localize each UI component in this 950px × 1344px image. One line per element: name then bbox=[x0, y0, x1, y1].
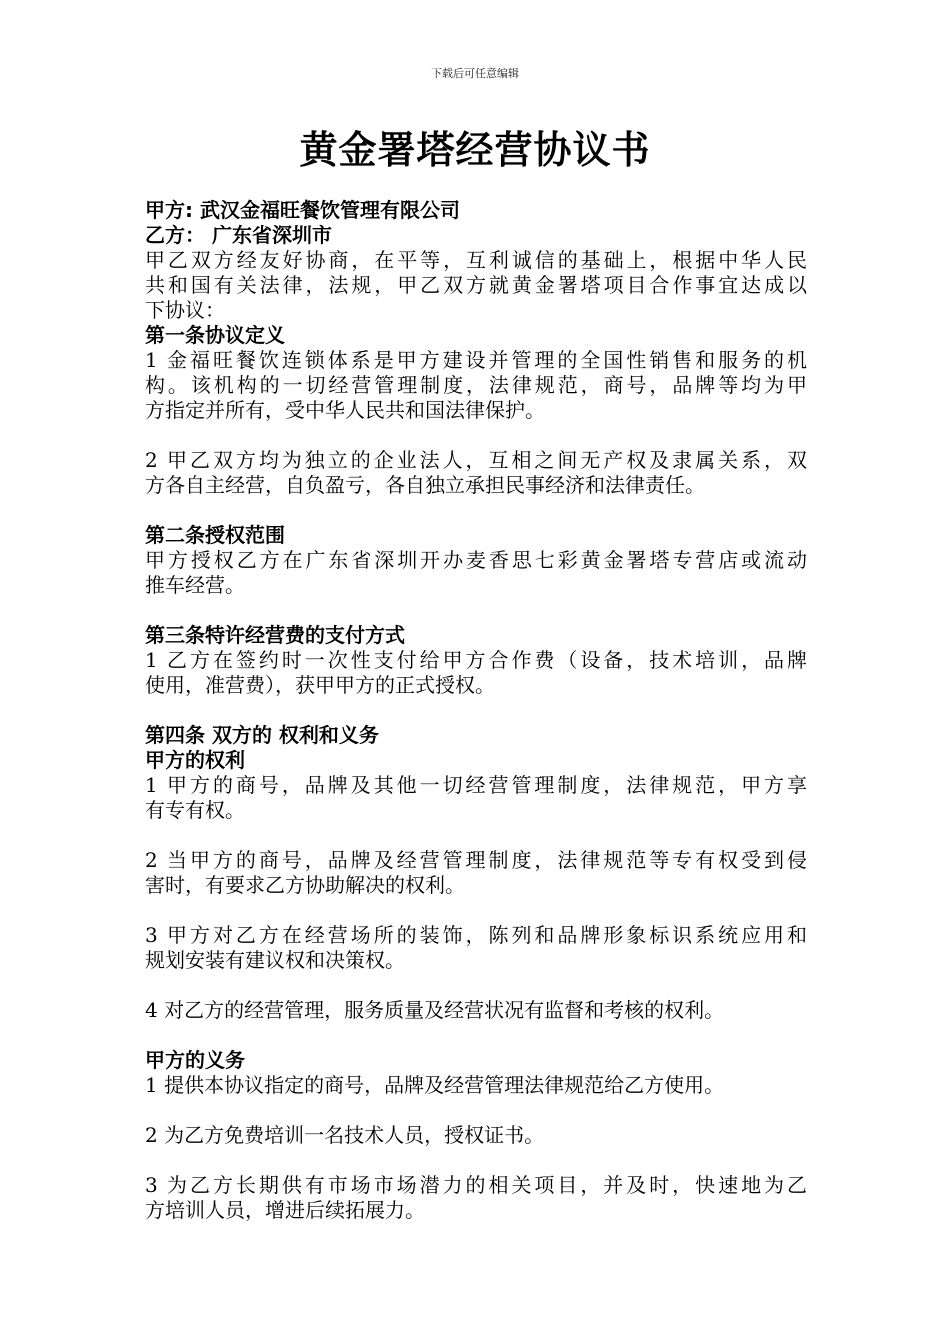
party-a-rights-heading: 甲方的权利 bbox=[145, 748, 245, 772]
party-a: 甲方: 武汉金福旺餐饮管理有限公司 bbox=[145, 198, 460, 222]
paragraph-line: 方各自主经营，自负盈亏，各自独立承担民事经济和法律责任。 bbox=[145, 473, 705, 497]
article1-item1 bbox=[145, 348, 807, 423]
paragraph-line: 2 甲乙双方均为独立的企业法人，互相之间无产权及隶属关系，双 bbox=[145, 448, 807, 472]
article1-item2 bbox=[145, 448, 807, 498]
party-b: 乙方： 广东省深圳市 bbox=[145, 223, 332, 247]
intro-line: 共和国有关法律，法规，甲乙双方就黄金署塔项目合作事宜达成以 bbox=[145, 273, 807, 297]
blank-line bbox=[145, 1098, 807, 1123]
paragraph-line: 构。该机构的一切经营管理制度，法律规范，商号，品牌等均为甲 bbox=[145, 373, 807, 397]
article1-heading: 第一条协议定义 bbox=[145, 323, 285, 347]
duties-item3 bbox=[145, 1173, 807, 1223]
paragraph-line: 方指定并所有，受中华人民共和国法律保护。 bbox=[145, 398, 545, 422]
rights-item3 bbox=[145, 923, 807, 973]
paragraph-line: 2 当甲方的商号，品牌及经营管理制度，法律规范等专有权受到侵 bbox=[145, 848, 807, 872]
blank-line bbox=[145, 498, 807, 523]
blank-line bbox=[145, 698, 807, 723]
rights-item2 bbox=[145, 848, 807, 898]
paragraph-line: 1 甲方的商号，品牌及其他一切经营管理制度，法律规范，甲方享 bbox=[145, 773, 807, 797]
document-body bbox=[145, 198, 807, 1223]
paragraph-line: 方培训人员，增进后续拓展力。 bbox=[145, 1198, 425, 1222]
article3-heading: 第三条特许经营费的支付方式 bbox=[145, 623, 405, 647]
paragraph-line: 使用，准营费），获甲甲方的正式授权。 bbox=[145, 673, 495, 697]
intro-line: 下协议： bbox=[145, 298, 225, 322]
blank-line bbox=[145, 1148, 807, 1173]
article4-heading: 第四条 双方的 权利和义务 bbox=[145, 723, 379, 747]
blank-line bbox=[145, 973, 807, 998]
paragraph-line: 1 乙方在签约时一次性支付给甲方合作费（设备，技术培训，品牌 bbox=[145, 648, 807, 672]
paragraph-line: 3 为乙方长期供有市场市场潜力的相关项目，并及时，快速地为乙 bbox=[145, 1173, 807, 1197]
paragraph-line: 规划安装有建议权和决策权。 bbox=[145, 948, 405, 972]
blank-line bbox=[145, 423, 807, 448]
paragraph-line: 推车经营。 bbox=[145, 573, 245, 597]
blank-line bbox=[145, 1023, 807, 1048]
article2-heading: 第二条授权范围 bbox=[145, 523, 285, 547]
article2-body bbox=[145, 548, 807, 598]
intro-paragraph bbox=[145, 248, 807, 323]
paragraph-line: 1 金福旺餐饮连锁体系是甲方建设并管理的全国性销售和服务的机 bbox=[145, 348, 807, 372]
duties-item1: 1 提供本协议指定的商号，品牌及经营管理法律规范给乙方使用。 bbox=[145, 1073, 725, 1097]
paragraph-line: 有专有权。 bbox=[145, 798, 245, 822]
paragraph-line: 害时，有要求乙方协助解决的权利。 bbox=[145, 873, 465, 897]
party-a-duties-heading: 甲方的义务 bbox=[145, 1048, 245, 1072]
intro-line: 甲乙双方经友好协商，在平等，互利诚信的基础上，根据中华人民 bbox=[145, 248, 807, 272]
duties-item2: 2 为乙方免费培训一名技术人员，授权证书。 bbox=[145, 1123, 545, 1147]
document-title: 黄金署塔经营协议书 bbox=[299, 128, 651, 172]
rights-item1 bbox=[145, 773, 807, 823]
blank-line bbox=[145, 598, 807, 623]
paragraph-line: 甲方授权乙方在广东省深圳开办麦香思七彩黄金署塔专营店或流动 bbox=[145, 548, 807, 572]
header-note: 下载后可任意编辑 bbox=[431, 67, 519, 80]
blank-line bbox=[145, 823, 807, 848]
paragraph-line: 3 甲方对乙方在经营场所的装饰，陈列和品牌形象标识系统应用和 bbox=[145, 923, 807, 947]
article3-body bbox=[145, 648, 807, 698]
blank-line bbox=[145, 898, 807, 923]
rights-item4: 4 对乙方的经营管理，服务质量及经营状况有监督和考核的权利。 bbox=[145, 998, 725, 1022]
